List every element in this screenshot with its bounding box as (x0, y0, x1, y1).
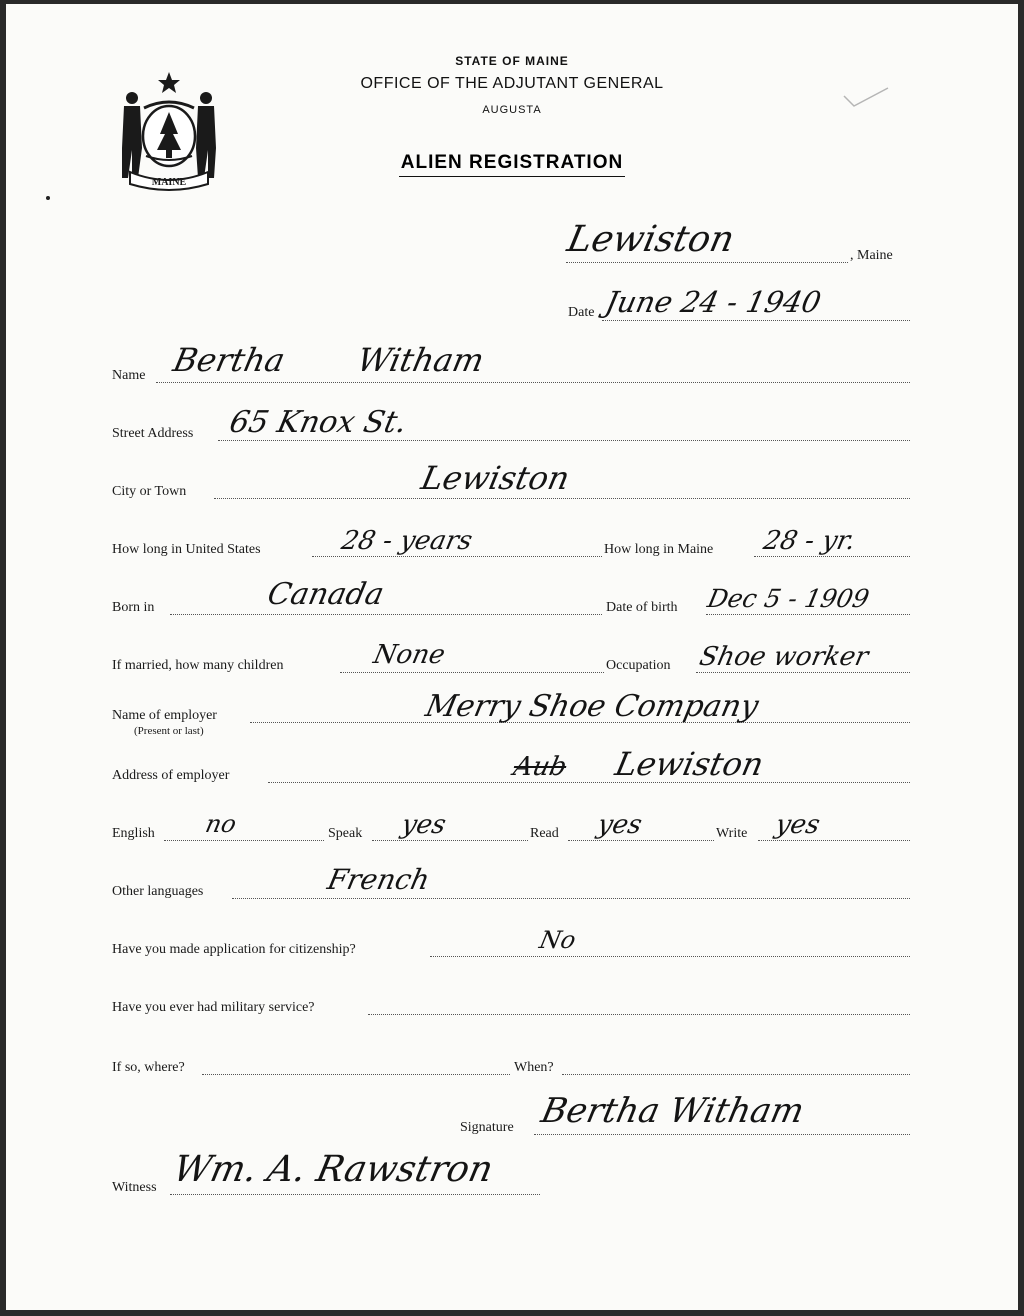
header-city: AUGUSTA (482, 104, 542, 116)
checkmark-icon (842, 84, 892, 110)
born-in-label: Born in (112, 600, 155, 615)
write-value: yes (772, 810, 823, 840)
how-long-us-value: 28 - years (338, 526, 475, 556)
speak-value: yes (398, 810, 449, 840)
born-in-value: Canada (264, 577, 387, 612)
registration-form (6, 4, 1018, 1310)
name-field-line (156, 382, 910, 383)
employer-address-value: Lewiston (611, 745, 768, 783)
town-value: Lewiston (563, 219, 738, 260)
date-value: June 24 - 1940 (602, 285, 825, 319)
write-field-line (758, 840, 910, 841)
employer-note: (Present or last) (134, 725, 204, 737)
paper-speck (46, 196, 50, 200)
citizenship-field-line (430, 956, 910, 957)
maine-label: , Maine (850, 248, 893, 263)
employer-label: Name of employer (112, 708, 217, 723)
signature-field-line (534, 1134, 910, 1135)
name-last-value: Witham (353, 341, 488, 379)
when-field-line (562, 1074, 910, 1075)
born-in-field-line (170, 614, 602, 615)
military-field-line (368, 1014, 910, 1015)
other-languages-field-line (232, 898, 910, 899)
city-field-line (214, 498, 910, 499)
when-label: When? (514, 1060, 554, 1075)
header-office: OFFICE OF THE ADJUTANT GENERAL (360, 75, 664, 92)
date-of-birth-label: Date of birth (606, 600, 678, 615)
other-languages-value: French (324, 863, 433, 896)
employer-address-label: Address of employer (112, 768, 230, 783)
city-label: City or Town (112, 484, 187, 499)
english-label: English (112, 826, 155, 841)
town-field-line (566, 262, 848, 263)
write-label: Write (716, 826, 748, 841)
how-long-maine-label: How long in Maine (604, 542, 714, 557)
english-field-line (164, 840, 324, 841)
english-value: no (203, 810, 239, 838)
read-value: yes (594, 810, 645, 840)
street-address-label: Street Address (112, 426, 194, 441)
children-field-line (340, 672, 604, 673)
where-field-line (202, 1074, 510, 1075)
read-field-line (568, 840, 714, 841)
seal-text: MAINE (151, 177, 187, 188)
date-label: Date (568, 305, 595, 320)
citizenship-label: Have you made application for citizenship? (112, 942, 356, 957)
header-state: STATE OF MAINE (455, 54, 569, 68)
signature-value: Bertha Witham (537, 1091, 808, 1131)
date-of-birth-value: Dec 5 - 1909 (704, 584, 872, 613)
how-long-us-field-line (312, 556, 602, 557)
where-label: If so, where? (112, 1060, 185, 1075)
witness-label: Witness (112, 1180, 157, 1195)
name-label: Name (112, 368, 146, 383)
employer-address-struck-value: Aub (510, 752, 570, 782)
name-first-value: Bertha (169, 341, 289, 379)
how-long-maine-field-line (754, 556, 910, 557)
occupation-value: Shoe worker (696, 642, 871, 672)
witness-field-line (170, 1194, 540, 1195)
date-field-line (602, 320, 910, 321)
form-title: ALIEN REGISTRATION (6, 152, 1018, 174)
signature-label: Signature (460, 1120, 514, 1135)
employer-address-field-line (268, 782, 910, 783)
citizenship-value: No (537, 926, 579, 954)
date-of-birth-field-line (706, 614, 910, 615)
other-languages-label: Other languages (112, 884, 204, 899)
speak-label: Speak (328, 826, 363, 841)
how-long-maine-value: 28 - yr. (760, 526, 859, 556)
how-long-us-label: How long in United States (112, 542, 261, 557)
employer-value: Merry Shoe Company (422, 689, 762, 724)
speak-field-line (372, 840, 528, 841)
street-address-value: 65 Knox St. (226, 405, 410, 440)
military-label: Have you ever had military service? (112, 1000, 315, 1015)
city-value: Lewiston (417, 459, 574, 497)
children-label: If married, how many children (112, 658, 284, 673)
read-label: Read (530, 826, 559, 841)
occupation-label: Occupation (606, 658, 671, 673)
occupation-field-line (696, 672, 910, 673)
street-address-field-line (218, 440, 910, 441)
witness-value: Wm. A. Rawstron (169, 1149, 497, 1190)
children-value: None (370, 640, 448, 670)
